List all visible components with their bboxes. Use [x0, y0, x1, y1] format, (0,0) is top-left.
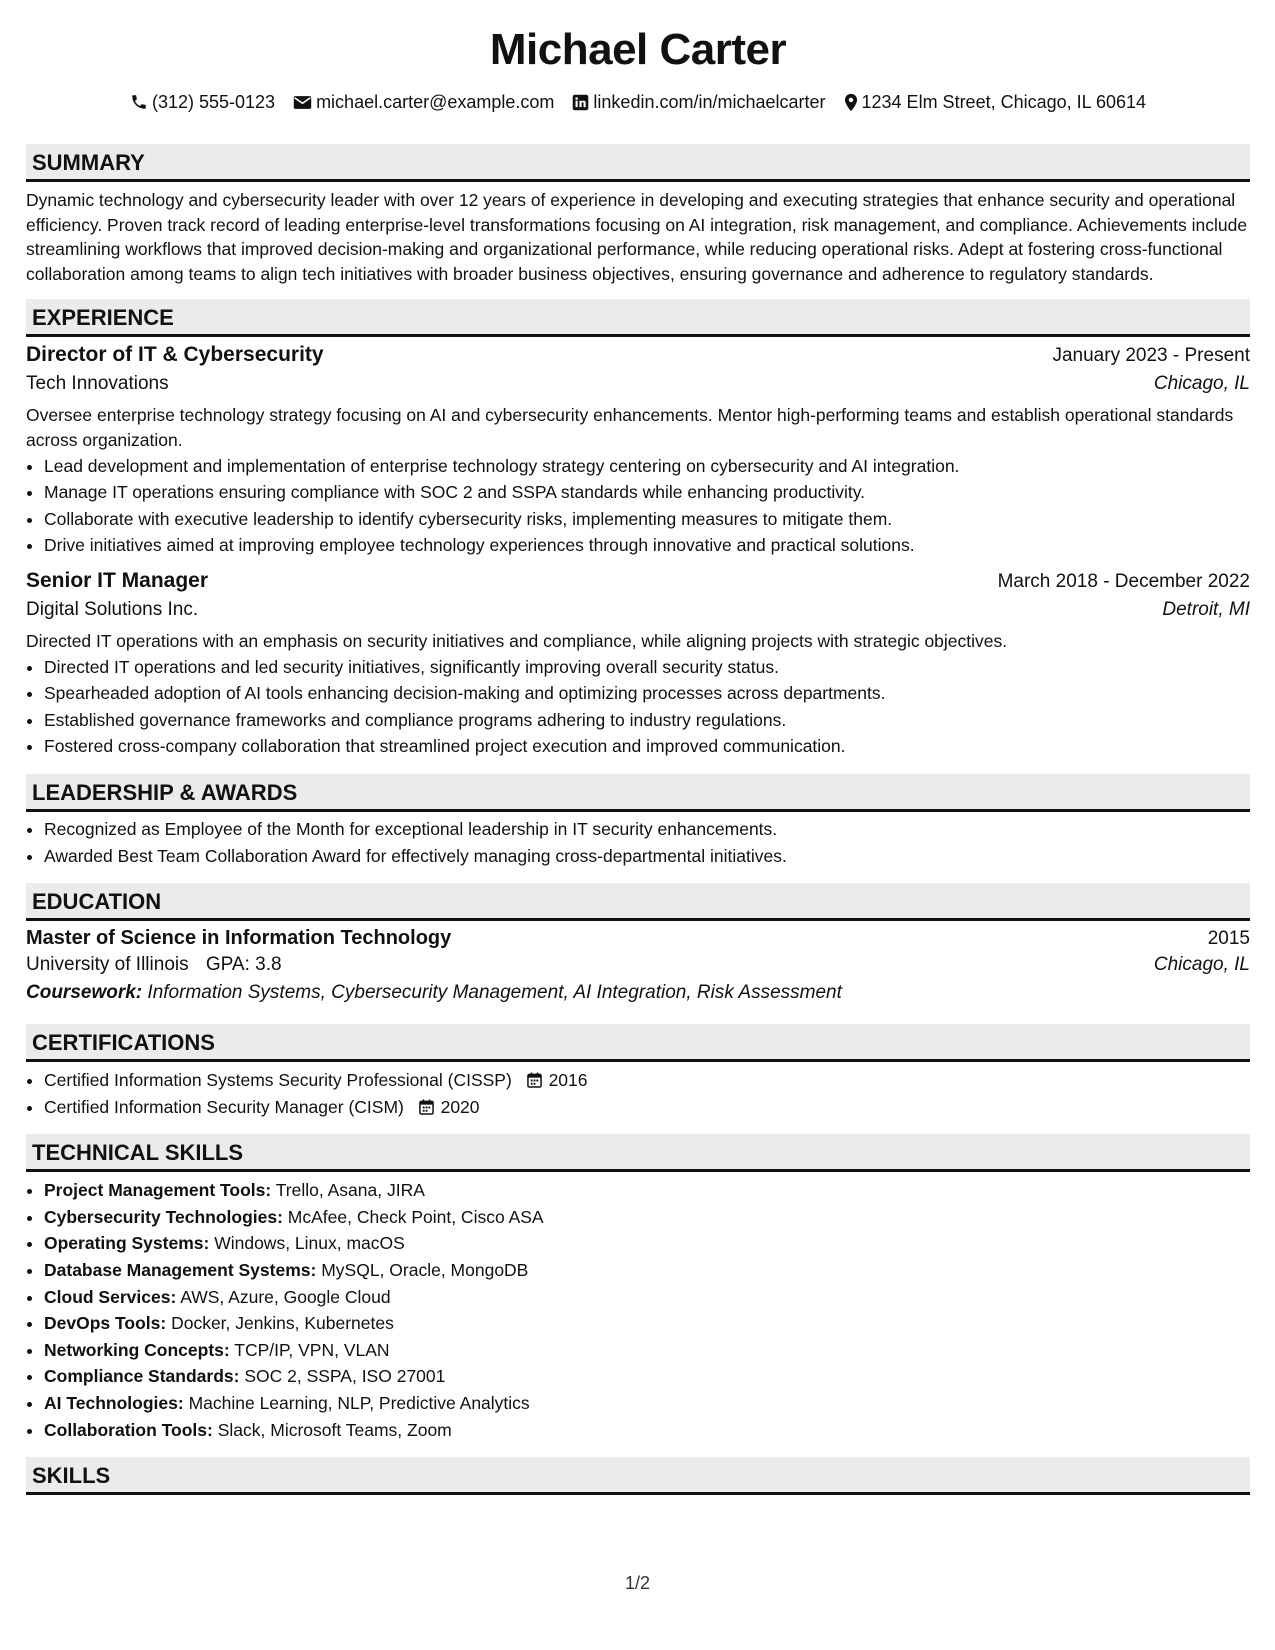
job-title: Senior IT Manager — [26, 568, 209, 592]
skill-value: Slack, Microsoft Teams, Zoom — [217, 1419, 452, 1440]
list-item — [44, 1094, 1250, 1121]
list-item: • Manage IT operations ensuring compliance with SOC 2 and SSPA standards while enhancing productivity. — [44, 479, 1250, 506]
contact-address — [844, 92, 1147, 113]
coursework-text: Information Systems, Cybersecurity Management, AI Integration, Risk Assessment — [147, 982, 842, 1004]
skill-value: McAfee, Check Point, Cisco ASA — [287, 1206, 544, 1227]
degree-title: Master of Science in Information Technology — [26, 927, 452, 950]
list-item: • Fostered cross-company collaboration that streamlined project execution and improved communication. — [44, 733, 1250, 760]
skill-value: AWS, Azure, Google Cloud — [180, 1286, 391, 1307]
list-item — [44, 1390, 1250, 1417]
leadership-heading: LEADERSHIP & AWARDS — [26, 774, 1250, 812]
list-item — [44, 1230, 1250, 1257]
resume-page — [26, 0, 1250, 1495]
job-dates: March 2018 - December 2022 — [997, 570, 1250, 592]
skill-label: DevOps Tools: — [44, 1313, 167, 1334]
job-company: Digital Solutions Inc. — [26, 598, 199, 620]
list-item: • Collaborate with executive leadership to identify cybersecurity risks, implementing measures to mitigate them. — [44, 506, 1250, 533]
envelope-icon — [293, 95, 312, 110]
list-item — [44, 1337, 1250, 1364]
phone-text: (312) 555-0123 — [151, 91, 276, 112]
linkedin-icon — [572, 94, 589, 111]
cert-year: 2016 — [548, 1070, 588, 1091]
list-item — [44, 1284, 1250, 1311]
job-bullets — [26, 453, 1250, 559]
address-text: 1234 Elm Street, Chicago, IL 60614 — [861, 91, 1147, 112]
email-text[interactable]: michael.carter@example.com — [316, 91, 555, 112]
list-item: • Awarded Best Team Collaboration Award for effectively managing cross-departmental initiatives. — [44, 843, 1250, 870]
list-item — [44, 1257, 1250, 1284]
job-bullets — [26, 654, 1250, 760]
job-description: Oversee enterprise technology strategy focusing on AI and cybersecurity enhancements. Mentor high-performing teams and establish operational standards across organization. — [26, 405, 1234, 450]
list-item — [44, 1417, 1250, 1444]
cert-name: Certified Information Security Manager (CISM) — [44, 1096, 404, 1117]
candidate-name: Michael Carter — [489, 25, 787, 74]
skill-value: TCP/IP, VPN, VLAN — [234, 1339, 390, 1360]
map-pin-icon — [844, 93, 858, 112]
contact-phone — [130, 92, 275, 113]
skill-label: Networking Concepts: — [44, 1339, 230, 1360]
list-item: • Directed IT operations and led security initiatives, significantly improving overall security status. — [44, 654, 1250, 681]
skill-label: Cloud Services: — [44, 1286, 177, 1307]
skill-value: SOC 2, SSPA, ISO 27001 — [244, 1366, 446, 1387]
skill-label: Collaboration Tools: — [44, 1419, 213, 1440]
graduation-year: 2015 — [1207, 928, 1250, 950]
skill-value: Trello, Asana, JIRA — [275, 1180, 425, 1201]
leadership-list — [26, 816, 1250, 869]
certifications-list — [26, 1067, 1250, 1120]
technical-skills-heading: TECHNICAL SKILLS — [26, 1134, 1250, 1172]
education-heading: EDUCATION — [26, 883, 1250, 921]
skills-heading: SKILLS — [26, 1457, 1250, 1495]
page-number: 1/2 — [624, 1573, 651, 1593]
job-entry — [26, 569, 1250, 760]
certifications-heading: CERTIFICATIONS — [26, 1024, 1250, 1062]
list-item — [44, 1363, 1250, 1390]
list-item: • Drive initiatives aimed at improving employee technology experiences through innovative and practical solutions. — [44, 532, 1250, 559]
cert-year: 2020 — [440, 1096, 480, 1117]
cert-name: Certified Information Systems Security Professional (CISSP) — [44, 1070, 512, 1091]
job-location: Detroit, MI — [1162, 598, 1250, 620]
list-item: • Established governance frameworks and compliance programs adhering to industry regulations. — [44, 707, 1250, 734]
skill-label: Project Management Tools: — [44, 1180, 272, 1201]
list-item: • Recognized as Employee of the Month for exceptional leadership in IT security enhancements. — [44, 816, 1250, 843]
summary-text: Dynamic technology and cybersecurity leader with over 12 years of experience in developing and executing strategies that enhance security and operational efficiency. Proven track record of leading enterprise-level transformations focusing on AI integration, risk management, and compliance. Achievements include streamlining workflows that improved decision-making and organizational performance, while reducing operational risks. Adept at fostering cross-functional collaboration among teams to align tech initiatives with broader business objectives, ensuring governance and adherence to regulatory standards. — [26, 190, 1248, 284]
job-dates: January 2023 - Present — [1052, 345, 1250, 367]
list-item: • Spearheaded adoption of AI tools enhancing decision-making and optimizing processes across departments. — [44, 680, 1250, 707]
calendar-icon — [527, 1072, 542, 1088]
list-item: • Lead development and implementation of enterprise technology strategy centering on cybersecurity and AI integration. — [44, 453, 1250, 480]
list-item — [44, 1067, 1250, 1094]
skill-value: Windows, Linux, macOS — [214, 1233, 405, 1254]
list-item — [44, 1310, 1250, 1337]
education-entry — [26, 927, 1250, 1004]
job-entry — [26, 343, 1250, 559]
list-item — [44, 1204, 1250, 1231]
skill-label: AI Technologies: — [44, 1393, 184, 1414]
experience-heading: EXPERIENCE — [26, 299, 1250, 337]
skill-value: Machine Learning, NLP, Predictive Analytics — [188, 1393, 530, 1414]
contact-bar — [26, 90, 1250, 114]
linkedin-text[interactable]: linkedin.com/in/michaelcarter — [593, 91, 826, 112]
school-name: University of Illinois — [26, 954, 189, 976]
job-description: Directed IT operations with an emphasis on security initiatives and compliance, while aligning projects with strategic objectives. — [26, 630, 1008, 651]
list-item — [44, 1177, 1250, 1204]
job-title: Director of IT & Cybersecurity — [26, 343, 324, 367]
skill-label: Cybersecurity Technologies: — [44, 1206, 283, 1227]
skill-label: Compliance Standards: — [44, 1366, 240, 1387]
job-company: Tech Innovations — [26, 373, 169, 395]
calendar-icon — [419, 1099, 434, 1115]
gpa: GPA: 3.8 — [205, 954, 282, 976]
skill-value: Docker, Jenkins, Kubernetes — [171, 1313, 394, 1334]
summary-heading: SUMMARY — [26, 144, 1250, 182]
skill-label: Operating Systems: — [44, 1233, 210, 1254]
coursework-label: Coursework: — [26, 982, 143, 1004]
skill-value: MySQL, Oracle, MongoDB — [321, 1260, 529, 1281]
technical-skills-list — [26, 1177, 1250, 1443]
contact-email[interactable] — [293, 92, 554, 113]
skill-label: Database Management Systems: — [44, 1260, 317, 1281]
school-location: Chicago, IL — [1153, 954, 1250, 976]
job-location: Chicago, IL — [1153, 373, 1250, 395]
contact-linkedin[interactable] — [572, 92, 825, 113]
phone-icon — [130, 93, 148, 111]
